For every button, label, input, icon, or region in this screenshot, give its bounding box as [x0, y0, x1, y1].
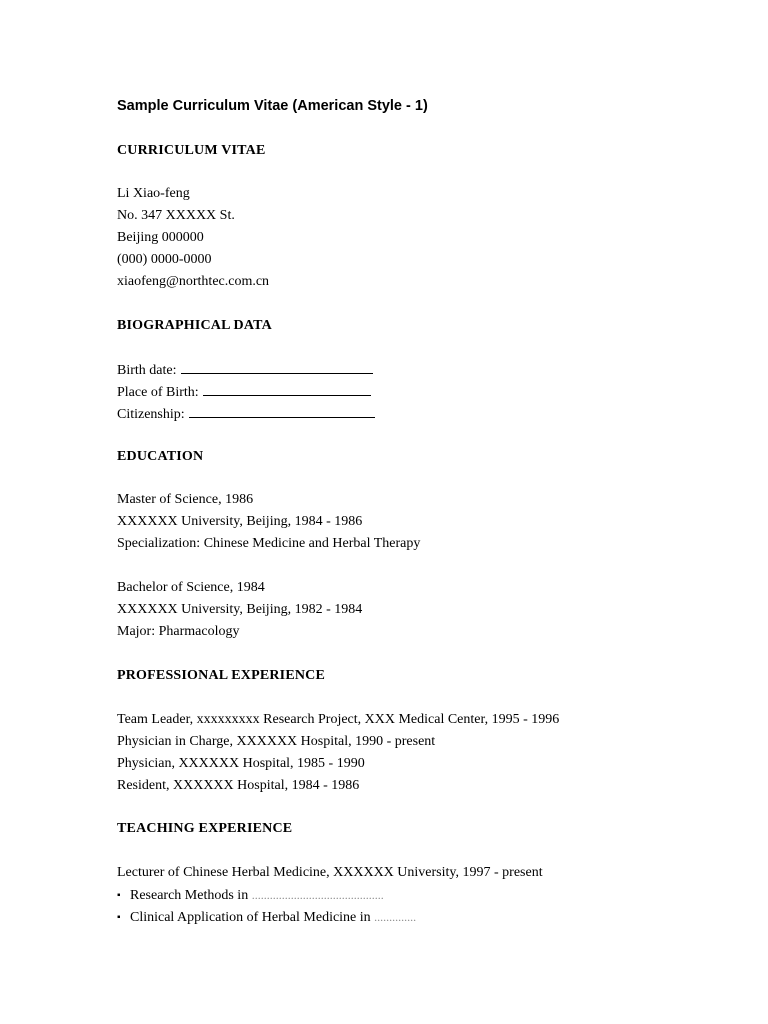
teaching-bullet-item	[117, 886, 384, 905]
teaching-bullet-text: Research Methods in	[130, 888, 252, 903]
education-heading: EDUCATION	[117, 449, 204, 464]
document-title: Sample Curriculum Vitae (American Style - 1)	[117, 98, 428, 114]
contact-email: xiaofeng@northtec.com.cn	[117, 274, 270, 289]
contact-phone: (000) 0000-0000	[117, 252, 212, 267]
bullet-icon: ▪	[117, 912, 121, 923]
place-of-birth-label: Place of Birth:	[117, 385, 199, 400]
professional-item: Resident, XXXXXX Hospital, 1984 - 1986	[117, 778, 360, 793]
teaching-position: Lecturer of Chinese Herbal Medicine, XXXXXX University, 1997 - present	[117, 865, 543, 880]
contact-name: Li Xiao-feng	[117, 186, 190, 201]
education-school: XXXXXX University, Beijing, 1984 - 1986	[117, 514, 363, 529]
citizenship-label: Citizenship:	[117, 407, 185, 422]
birth-date-row	[117, 360, 373, 380]
birth-date-label: Birth date:	[117, 363, 177, 378]
contact-city: Beijing 000000	[117, 230, 204, 245]
place-of-birth-row	[117, 382, 371, 402]
professional-item: Team Leader, xxxxxxxxx Research Project, XXX Medical Center, 1995 - 1996	[117, 712, 560, 727]
citizenship-blank	[189, 404, 375, 418]
bullet-icon: ▪	[117, 890, 121, 901]
education-school: XXXXXX University, Beijing, 1982 - 1984	[117, 602, 363, 617]
education-degree: Bachelor of Science, 1984	[117, 580, 265, 595]
birth-date-blank	[181, 360, 373, 374]
biographical-heading: BIOGRAPHICAL DATA	[117, 318, 272, 333]
place-of-birth-blank	[203, 382, 371, 396]
education-degree: Master of Science, 1986	[117, 492, 254, 507]
teaching-bullet-item	[117, 908, 416, 927]
professional-item: Physician, XXXXXX Hospital, 1985 - 1990	[117, 756, 365, 771]
professional-item: Physician in Charge, XXXXXX Hospital, 1990 - present	[117, 734, 436, 749]
teaching-heading: TEACHING EXPERIENCE	[117, 821, 293, 836]
cv-heading: CURRICULUM VITAE	[117, 143, 266, 158]
education-detail: Specialization: Chinese Medicine and Herbal Therapy	[117, 536, 421, 551]
citizenship-row	[117, 404, 375, 424]
contact-address: No. 347 XXXXX St.	[117, 208, 235, 223]
teaching-bullet-dots: ............................................	[251, 888, 384, 902]
teaching-bullet-dots: ..............	[374, 910, 417, 924]
teaching-bullet-text: Clinical Application of Herbal Medicine in	[130, 910, 375, 925]
education-detail: Major: Pharmacology	[117, 624, 240, 639]
professional-heading: PROFESSIONAL EXPERIENCE	[117, 668, 326, 683]
